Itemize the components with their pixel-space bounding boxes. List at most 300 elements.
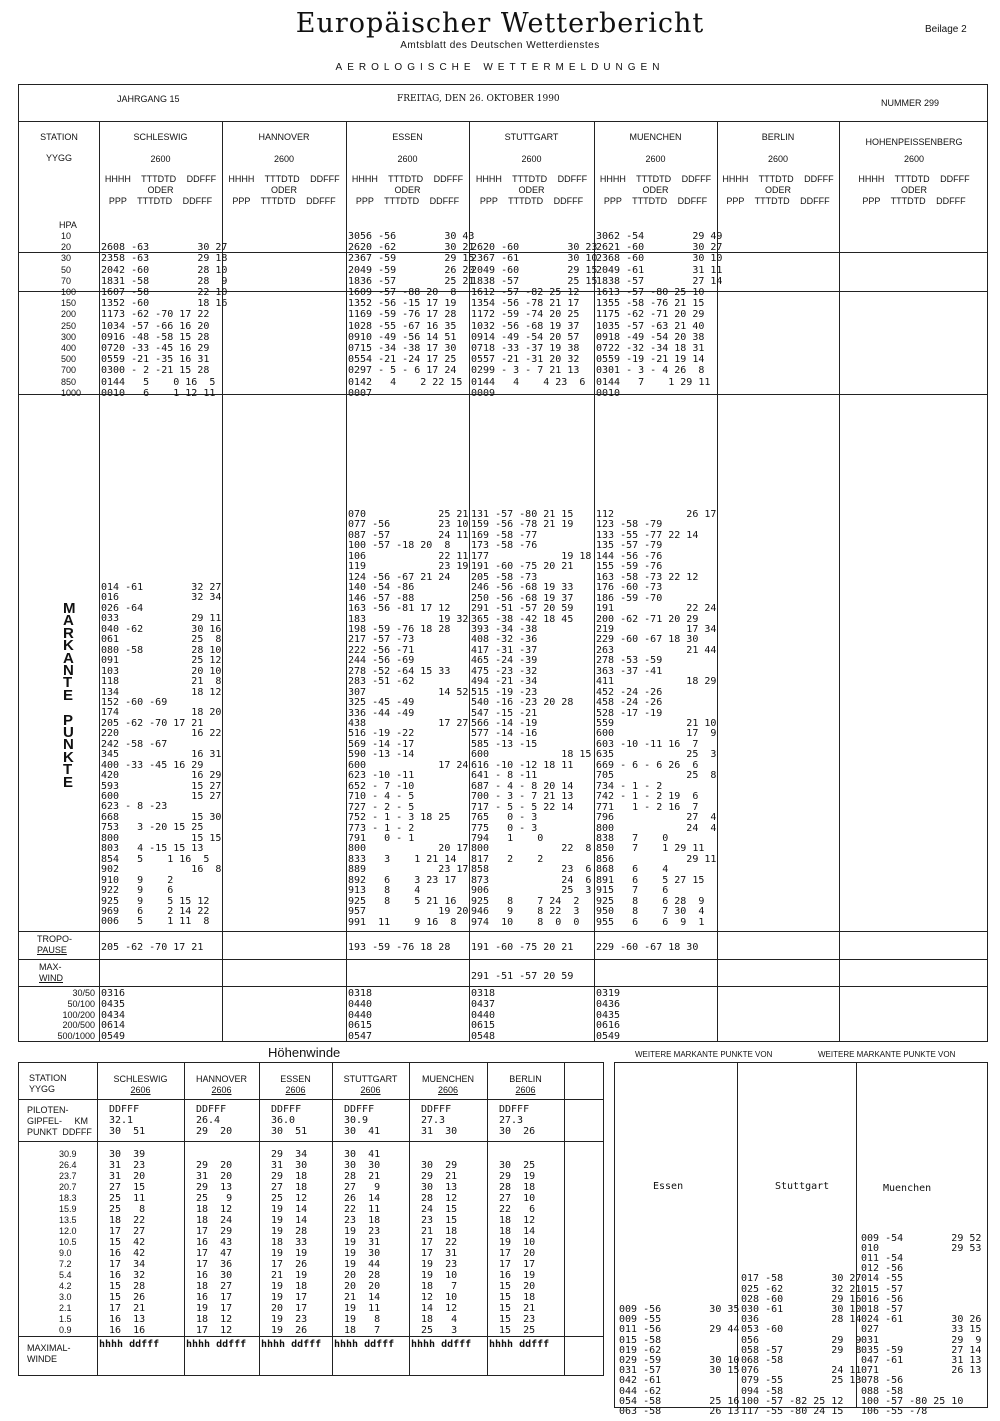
markante-letter: T — [63, 761, 73, 779]
colhead-3: PPP TTTDTD DDFFF — [862, 196, 966, 206]
standard-row: 1169 -59 -76 17 28 — [348, 309, 457, 321]
shear-value: 0434 — [101, 1009, 126, 1021]
weitere-row: 094 -58 — [741, 1385, 784, 1397]
markante-row: 263 21 44 — [596, 644, 717, 656]
colhead-1: HHHH TTTDTD DDFFF — [722, 174, 834, 184]
markante-letter: E — [63, 773, 74, 791]
standard-row: 1607 -58 22 10 — [101, 287, 228, 298]
pilot-value: 27.3 — [499, 1115, 524, 1126]
wind-value: 17 31 — [421, 1248, 458, 1259]
wind-value: 21 18 — [421, 1226, 458, 1237]
standard-row: 1609 -57 -88 20 8 — [348, 287, 457, 298]
wind-value: 18 27 — [196, 1281, 233, 1292]
wind-station-time: 2606 — [360, 1085, 381, 1095]
markante-row: 217 -57 -73 — [348, 634, 415, 646]
markante-row: 006 5 1 11 8 — [101, 916, 210, 928]
standard-row: 1355 -58 -76 21 15 — [596, 298, 705, 310]
markante-row: 925 8 7 24 2 — [471, 895, 580, 907]
standard-row: 0007 — [348, 387, 373, 399]
markante-row: 955 6 6 9 1 — [596, 916, 705, 928]
station-time: 2600 — [521, 154, 542, 164]
colhead-3: PPP TTTDTD DDFFF — [108, 196, 213, 206]
standard-row: 0559 -19 -21 19 14 — [596, 354, 705, 366]
wind-value: 19 23 — [344, 1226, 381, 1237]
shear-value: 0615 — [471, 1020, 496, 1032]
pilot-value: 30 51 — [271, 1126, 308, 1137]
weitere-row: 044 -62 — [619, 1385, 662, 1397]
wind-station-name: STUTTGART — [343, 1074, 398, 1084]
wind-value: 15 28 — [109, 1281, 146, 1292]
weitere-row: 079 -55 25 13 — [741, 1375, 862, 1387]
report-title: Europäischer Wetterbericht — [295, 8, 705, 39]
markante-row: 169 -58 -77 — [471, 529, 538, 541]
markante-row: 734 - 1 - 2 — [596, 780, 663, 792]
markante-row: 516 -19 -22 — [348, 728, 415, 740]
markante-row: 590 -13 -14 — [348, 749, 415, 761]
standard-row: 0010 — [596, 387, 621, 399]
wind-value: 18 12 — [499, 1215, 536, 1226]
km-level: 18.3 — [59, 1193, 77, 1203]
ddfff-label: DDFFF — [62, 1127, 92, 1137]
aerological-table — [18, 84, 988, 1042]
weitere-row: 009 -54 29 52 — [861, 1232, 982, 1244]
shear-value: 0440 — [348, 998, 373, 1010]
standard-row: 0914 -49 -54 20 57 — [471, 331, 580, 343]
markante-row: 906 25 3 — [471, 885, 592, 897]
wind-value: 23 15 — [421, 1215, 458, 1226]
weitere-row: 011 -56 29 44 — [619, 1324, 740, 1336]
wind-value: 29 21 — [421, 1171, 458, 1182]
wind-value: 29 13 — [196, 1182, 233, 1193]
station-time: 2600 — [397, 154, 418, 164]
markante-row: 974 10 8 0 0 — [471, 916, 580, 928]
wind-value: 16 19 — [499, 1270, 536, 1281]
station-time: 2600 — [273, 154, 295, 164]
markante-row: 794 1 0 — [471, 832, 544, 844]
pilot-value: 29 20 — [196, 1126, 233, 1137]
wind-value: 22 11 — [344, 1204, 381, 1215]
wind-station-name: ESSEN — [280, 1074, 311, 1084]
standard-row: 0142 4 2 22 15 — [348, 376, 463, 388]
markante-row: 687 - 4 - 8 20 14 — [471, 780, 574, 792]
standard-row: 1836 -57 25 21 — [348, 275, 475, 287]
wind-value: 17 17 — [499, 1259, 536, 1270]
markante-row: 307 14 52 — [348, 686, 469, 698]
markante-row: 408 -32 -36 — [471, 634, 538, 646]
tropopause-value: 229 -60 -67 18 30 — [596, 942, 699, 953]
wind-value: 27 9 — [344, 1182, 381, 1193]
markante-row: 278 -52 -64 15 33 — [348, 665, 451, 677]
markante-row: 925 8 6 28 9 — [596, 895, 705, 907]
shear-value: 0616 — [596, 1020, 621, 1032]
weitere-stuttgart-title: Stuttgart — [775, 1181, 830, 1192]
wind-value: 17 20 — [499, 1248, 536, 1259]
hpa-level: 50 — [61, 264, 72, 275]
standard-row: 0557 -21 -31 20 32 — [471, 354, 580, 366]
pilot-value: DDFFF — [109, 1104, 140, 1115]
weitere-row: 027 33 15 — [861, 1324, 982, 1336]
pilot-value: 30 26 — [499, 1126, 536, 1137]
shear-value: 0549 — [101, 1031, 126, 1043]
shear-value: 0615 — [348, 1020, 373, 1032]
markante-row: 710 - 4 - 5 — [348, 791, 415, 803]
markante-row: 800 22 8 — [471, 843, 592, 855]
wind-value: 29 19 — [499, 1171, 536, 1182]
wind-station-name: BERLIN — [509, 1074, 542, 1084]
hpa-level: 850 — [61, 376, 77, 387]
markante-row: 856 29 11 — [596, 853, 717, 865]
km-level: 2.1 — [59, 1303, 72, 1313]
km-level: 0.9 — [59, 1325, 72, 1335]
markante-row: 585 -13 -15 — [471, 738, 538, 750]
standard-row: 0720 -33 -45 16 29 — [101, 343, 210, 354]
wind-value: 20 17 — [271, 1303, 308, 1314]
wind-value: 19 17 — [271, 1292, 308, 1303]
wind-value: 19 14 — [271, 1204, 308, 1215]
km-label: KM — [74, 1116, 89, 1126]
markante-row: 229 -60 -67 18 30 — [596, 634, 699, 646]
pilot-value: DDFFF — [196, 1104, 227, 1115]
markante-row: 717 - 5 - 5 22 14 — [471, 801, 574, 813]
pilot-value: DDFFF — [344, 1104, 375, 1115]
standard-row: 3062 -54 29 49 — [596, 231, 723, 242]
wind-value: 19 30 — [344, 1248, 381, 1259]
wind-value: 27 10 — [499, 1193, 536, 1204]
wind-value: 16 17 — [196, 1292, 233, 1303]
markante-row: 393 -34 -38 — [471, 623, 538, 635]
wind-value: 29 20 — [196, 1160, 233, 1171]
wind-foot-label: hhhh ddfff — [411, 1339, 472, 1350]
standard-row: 2049 -59 26 20 — [348, 264, 475, 276]
shear-value: 0440 — [471, 1009, 496, 1021]
markante-row: 131 -57 -80 21 15 — [471, 509, 574, 520]
wind-value: 27 18 — [271, 1182, 308, 1193]
standard-row: 0144 4 4 23 6 — [471, 376, 586, 388]
maxwind-label: MAX- WIND — [39, 962, 63, 983]
wind-value: 28 18 — [499, 1182, 536, 1193]
standard-row: 0299 - 3 - 7 21 13 — [471, 365, 580, 377]
shear-value: 0318 — [348, 988, 373, 999]
markante-row: 146 -57 -88 — [348, 592, 415, 604]
weitere-row: 019 -62 — [619, 1344, 662, 1356]
wind-value: 21 14 — [344, 1292, 381, 1303]
markante-row: 775 0 - 3 — [471, 822, 538, 834]
colhead-3: PPP TTTDTD DDFFF — [603, 196, 708, 206]
weitere-row: 088 -58 — [861, 1385, 904, 1397]
standard-row: 1352 -56 -15 17 19 — [348, 298, 457, 310]
wind-value: 30 13 — [421, 1182, 458, 1193]
wind-station-name: SCHLESWIG — [113, 1074, 168, 1084]
wind-value: 25 9 — [196, 1193, 233, 1204]
markante-row: 850 7 1 29 11 — [596, 843, 705, 855]
colhead-2: ODER — [642, 185, 669, 195]
shear-label: 30/50 — [72, 988, 95, 998]
km-level: 5.4 — [59, 1270, 72, 1280]
shear-label: 200/500 — [62, 1020, 95, 1031]
markante-row: 600 15 27 — [101, 791, 222, 802]
km-level: 10.5 — [59, 1237, 77, 1247]
hpa-level: 20 — [61, 242, 72, 253]
weitere-essen-title: Essen — [653, 1181, 684, 1192]
wind-value: 15 23 — [499, 1314, 536, 1325]
wind-station-time: 2606 — [211, 1085, 232, 1095]
markante-row: 800 24 4 — [596, 822, 717, 834]
markante-row: 363 -37 -41 — [596, 665, 663, 677]
hpa-level: 70 — [61, 275, 72, 286]
markante-row: 817 2 2 — [471, 853, 544, 865]
wind-station-name: MUENCHEN — [421, 1074, 474, 1084]
weitere-row: 011 -54 — [861, 1253, 904, 1264]
standard-row: 0715 -34 -38 17 30 — [348, 343, 457, 354]
markante-letter: U — [63, 724, 74, 741]
beilage-label: Beilage 2 — [925, 24, 967, 35]
weitere-table — [614, 1062, 988, 1417]
wind-foot-label: hhhh ddfff — [334, 1339, 395, 1350]
markante-row: 753 3 -20 15 25 — [101, 822, 204, 834]
wind-value: 19 17 — [196, 1303, 233, 1314]
colhead-2: ODER — [394, 185, 421, 195]
markante-row: 219 17 34 — [596, 623, 717, 635]
markante-row: 946 9 8 22 3 — [471, 906, 580, 918]
markante-row: 163 -56 -81 17 12 — [348, 603, 451, 615]
tropopause-value: 191 -60 -75 20 21 — [471, 942, 574, 953]
wind-value: 18 7 — [344, 1325, 381, 1336]
markante-row: 913 8 4 — [348, 885, 421, 897]
wind-value: 16 43 — [196, 1237, 233, 1248]
wind-value: 20 20 — [344, 1281, 381, 1292]
wind-value: 18 14 — [499, 1226, 536, 1237]
wind-value: 21 19 — [271, 1270, 308, 1281]
markante-row: 950 8 7 30 4 — [596, 906, 705, 918]
markante-row: 458 -24 -26 — [596, 697, 663, 709]
shear-value: 0614 — [101, 1020, 126, 1032]
markante-row: 336 -44 -49 — [348, 707, 415, 719]
markante-row: 559 21 10 — [596, 718, 717, 729]
markante-row: 061 25 8 — [101, 634, 222, 646]
wind-value: 17 29 — [196, 1226, 233, 1237]
wind-station-time: 2606 — [130, 1085, 151, 1095]
standard-row: 1173 -62 -70 17 22 — [101, 309, 210, 321]
tropopause-value: 193 -59 -76 18 28 — [348, 942, 451, 953]
wind-value: 19 8 — [344, 1314, 381, 1325]
weitere-row: 016 -56 — [861, 1293, 904, 1305]
wind-value: 19 18 — [271, 1281, 308, 1292]
standard-row: 2608 -63 30 27 — [101, 242, 228, 254]
markante-row: 140 -54 -86 — [348, 582, 415, 594]
markante-row: 177 19 18 — [471, 550, 592, 562]
weitere-label-1: WEITERE MARKANTE PUNKTE VON — [635, 1050, 773, 1059]
colhead-3: PPP TTTDTD DDFFF — [726, 196, 830, 206]
markante-row: 112 26 17 — [596, 509, 717, 520]
markante-row: 616 -10 -12 18 11 — [471, 759, 574, 771]
km-level: 7.2 — [59, 1259, 72, 1269]
pilot-value: 26.4 — [196, 1115, 221, 1126]
pilot-label-3: PUNKT — [27, 1127, 58, 1137]
standard-row: 1613 -57 -80 25 10 — [596, 287, 705, 298]
markante-row: 152 -60 -69 — [101, 696, 168, 708]
hpa-level: 100 — [61, 287, 77, 297]
wind-value: 18 12 — [196, 1204, 233, 1215]
markante-row: 833 3 1 21 14 — [348, 853, 457, 865]
markante-row: 452 -24 -26 — [596, 686, 663, 698]
wind-foot-label: hhhh ddfff — [99, 1339, 160, 1350]
shear-value: 0316 — [101, 988, 126, 999]
weitere-row: 053 -60 — [741, 1324, 784, 1336]
markante-row: 124 -56 -67 21 24 — [348, 571, 451, 583]
standard-row: 1175 -62 -71 20 29 — [596, 309, 705, 321]
pilot-value: 30.9 — [344, 1115, 369, 1126]
weitere-row: 031 29 9 — [861, 1334, 982, 1346]
wind-value: 17 22 — [421, 1237, 458, 1248]
markante-row: 566 -14 -19 — [471, 718, 538, 729]
standard-row: 0297 - 5 - 6 17 24 — [348, 365, 457, 377]
markante-row: 868 6 4 — [596, 864, 669, 876]
km-level: 20.7 — [59, 1182, 77, 1192]
km-level: 12.0 — [59, 1226, 77, 1236]
markante-row: 033 29 11 — [101, 613, 222, 625]
standard-row: 0718 -33 -37 19 38 — [471, 343, 580, 354]
wind-value: 30 29 — [421, 1160, 458, 1171]
hpa-level: 500 — [61, 354, 77, 365]
markante-row: 176 -60 -73 — [596, 582, 663, 594]
markante-row: 800 20 17 — [348, 843, 469, 855]
markante-row: 244 -56 -69 — [348, 655, 415, 667]
markante-row: 494 -21 -34 — [471, 676, 538, 688]
maxwind-value: 291 -51 -57 20 59 — [471, 971, 574, 982]
standard-row: 2042 -60 28 10 — [101, 264, 228, 276]
hpa-level: 250 — [61, 320, 77, 331]
wind-station-label: STATION — [29, 1073, 67, 1083]
wind-yygg-label: YYGG — [29, 1084, 56, 1094]
standard-row: 1612 -57 -82 25 12 — [471, 287, 580, 298]
markante-row: 080 -58 28 10 — [101, 644, 222, 656]
weitere-row: 031 -57 30 15 — [619, 1365, 740, 1377]
wind-value: 31 20 — [196, 1171, 233, 1182]
markante-row: 438 17 27 — [348, 718, 469, 729]
wind-value: 25 12 — [271, 1193, 308, 1204]
wind-value: 19 23 — [421, 1259, 458, 1270]
standard-row: 1028 -55 -67 16 35 — [348, 320, 457, 332]
markante-row: 417 -31 -37 — [471, 644, 538, 656]
markante-row: 250 -56 -68 19 37 — [471, 592, 574, 604]
shear-value: 0549 — [596, 1031, 621, 1043]
shear-label: 500/1000 — [57, 1031, 95, 1042]
markante-row: 123 -58 -79 — [596, 519, 663, 531]
pilot-value: DDFFF — [499, 1104, 530, 1115]
markante-row: 623 - 8 -23 — [101, 801, 168, 813]
wind-value: 25 11 — [109, 1193, 146, 1204]
station-time: 2600 — [645, 154, 666, 164]
wind-value: 18 33 — [271, 1237, 308, 1248]
wind-value: 19 10 — [499, 1237, 536, 1248]
markante-row: 603 -10 -11 16 7 — [596, 738, 699, 750]
wind-value: 16 30 — [196, 1270, 233, 1281]
colhead-2: ODER — [518, 185, 545, 195]
weitere-row: 035 -59 27 14 — [861, 1344, 982, 1356]
pilot-value: 30 41 — [344, 1126, 381, 1137]
shear-value: 0440 — [348, 1009, 373, 1021]
wind-value: 16 42 — [109, 1248, 146, 1259]
station-label: STATION — [40, 132, 78, 142]
standard-row: 0300 - 2 -21 15 28 — [101, 365, 210, 377]
markante-row: 889 23 17 — [348, 864, 469, 876]
markante-row: 635 25 3 — [596, 749, 717, 761]
hpa-level: 150 — [61, 298, 77, 309]
jahrgang: JAHRGANG 15 — [117, 94, 180, 104]
station-name: ESSEN — [392, 132, 423, 142]
wind-value: 15 25 — [499, 1325, 536, 1336]
markante-row: 742 - 1 - 2 19 6 — [596, 791, 699, 803]
markante-row: 365 -38 -42 18 45 — [471, 613, 574, 625]
pilot-value: 32.1 — [109, 1115, 134, 1126]
standard-row: 1838 -57 25 15 — [471, 275, 598, 287]
hpa-level: 300 — [61, 331, 77, 342]
markante-row: 765 0 - 3 — [471, 812, 538, 824]
wind-station-time: 2606 — [437, 1085, 459, 1095]
markante-row: 205 -58 -73 — [471, 571, 538, 583]
markante-row: 411 18 29 — [596, 676, 717, 688]
wind-value: 17 12 — [196, 1325, 233, 1336]
wind-value: 19 11 — [344, 1303, 381, 1314]
markante-row: 163 -58 -73 22 12 — [596, 571, 699, 583]
wind-value: 29 34 — [271, 1149, 308, 1160]
pilot-value: DDFFF — [421, 1104, 452, 1115]
markante-row: 135 -57 -79 — [596, 540, 663, 552]
markante-row: 925 8 5 21 16 — [348, 895, 457, 907]
wind-value: 31 23 — [109, 1160, 146, 1171]
colhead-1: HHHH TTTDTD DDFFF — [228, 174, 340, 184]
colhead-1: HHHH TTTDTD DDFFF — [858, 174, 970, 184]
km-level: 1.5 — [59, 1314, 72, 1324]
tropopause-label: TROPO- PAUSE — [37, 934, 72, 955]
markante-row: 246 -56 -68 19 33 — [471, 582, 574, 594]
wind-value: 30 39 — [109, 1149, 146, 1160]
markante-row: 528 -17 -19 — [596, 707, 663, 719]
weitere-row: 018 -57 — [861, 1304, 904, 1315]
markante-row: 222 -56 -71 — [348, 644, 415, 656]
wind-value: 30 41 — [344, 1149, 381, 1160]
standard-row: 2368 -60 30 10 — [596, 253, 723, 265]
markante-row: 773 - 1 - 2 — [348, 822, 415, 834]
markante-letter: K — [63, 637, 74, 655]
standard-row: 0009 — [471, 387, 496, 399]
standard-row: 3056 -56 30 43 — [348, 231, 475, 242]
wind-value: 31 30 — [271, 1160, 308, 1171]
station-time: 2600 — [150, 154, 171, 164]
markante-row: 198 -59 -76 18 28 — [348, 623, 451, 635]
shear-value: 0435 — [596, 1009, 621, 1021]
markante-row: 325 -45 -49 — [348, 697, 415, 709]
wind-value: 17 27 — [109, 1226, 146, 1237]
km-level: 9.0 — [59, 1248, 72, 1258]
weitere-row: 024 -61 30 26 — [861, 1314, 982, 1326]
date: FREITAG, DEN 26. OKTOBER 1990 — [397, 94, 560, 104]
markante-row: 014 -61 32 27 — [101, 582, 222, 593]
weitere-row: 029 -59 30 10 — [619, 1355, 740, 1366]
markante-row: 803 4 -15 15 13 — [101, 843, 204, 855]
markante-row: 669 - 6 - 6 26 6 — [596, 759, 699, 771]
markante-row: 026 -64 — [101, 602, 144, 614]
shear-value: 0436 — [596, 998, 621, 1010]
standard-row: 0301 - 3 - 4 26 8 — [596, 365, 705, 377]
markante-row: 800 15 15 — [101, 832, 222, 844]
shear-value: 0318 — [471, 988, 496, 999]
station-name: STUTTGART — [504, 132, 559, 142]
wind-value: 19 26 — [271, 1325, 308, 1336]
standard-row: 1032 -56 -68 19 37 — [471, 320, 580, 332]
markante-letter: K — [63, 748, 74, 766]
shear-label: 50/100 — [67, 998, 95, 1009]
